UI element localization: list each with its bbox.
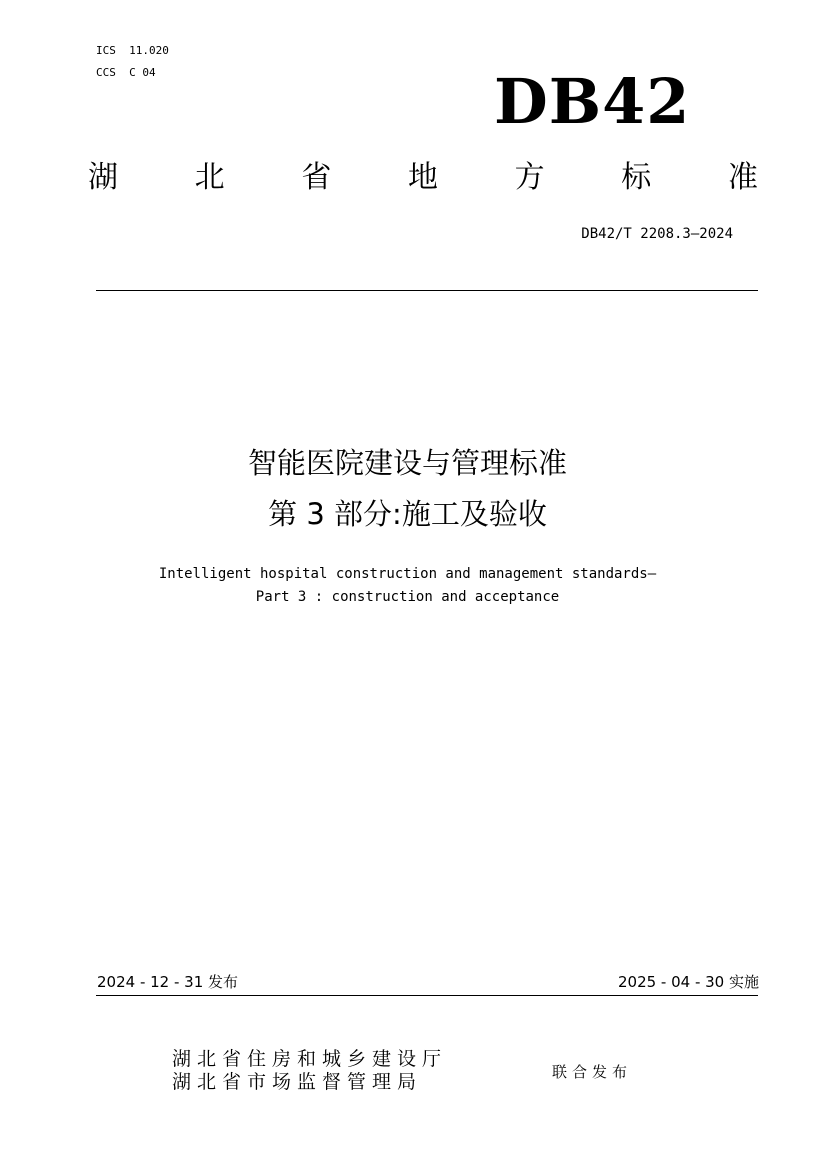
issuer-line1: 湖北省住房和城乡建设厅 [172,1048,448,1070]
category-char: 准 [727,160,758,195]
ics-code: ICS 11.020 [96,44,169,57]
issuer-line2: 湖北省市场监督管理局 [172,1071,423,1093]
category-char: 地 [407,160,438,195]
category-char: 湖 [88,160,118,195]
category-char: 方 [514,160,545,195]
classification-codes [96,40,169,84]
standard-number: DB42/T 2208.3—2024 [581,226,733,242]
joint-issue-label: 联合发布 [552,1063,633,1081]
category-char: 标 [621,160,652,195]
standard-logo: DB42 [494,65,691,138]
title-cn-line1: 智能医院建设与管理标准 [247,446,567,480]
category-char: 北 [194,160,225,195]
category-char: 省 [301,160,332,195]
title-en-line2: Part 3 : construction and acceptance [255,589,560,605]
top-divider [96,290,758,291]
implement-date: 2025 - 04 - 30 实施 [617,973,759,991]
title-en-line1: Intelligent hospital construction and management standards— [158,566,657,582]
issue-date: 2024 - 12 - 31 发布 [97,973,239,991]
title-cn-line2: 第 3 部分:施工及验收 [268,497,547,531]
standard-category [88,156,758,200]
bottom-divider [96,995,758,996]
ccs-code: CCS C 04 [96,66,156,79]
issuing-authorities [172,1048,447,1094]
